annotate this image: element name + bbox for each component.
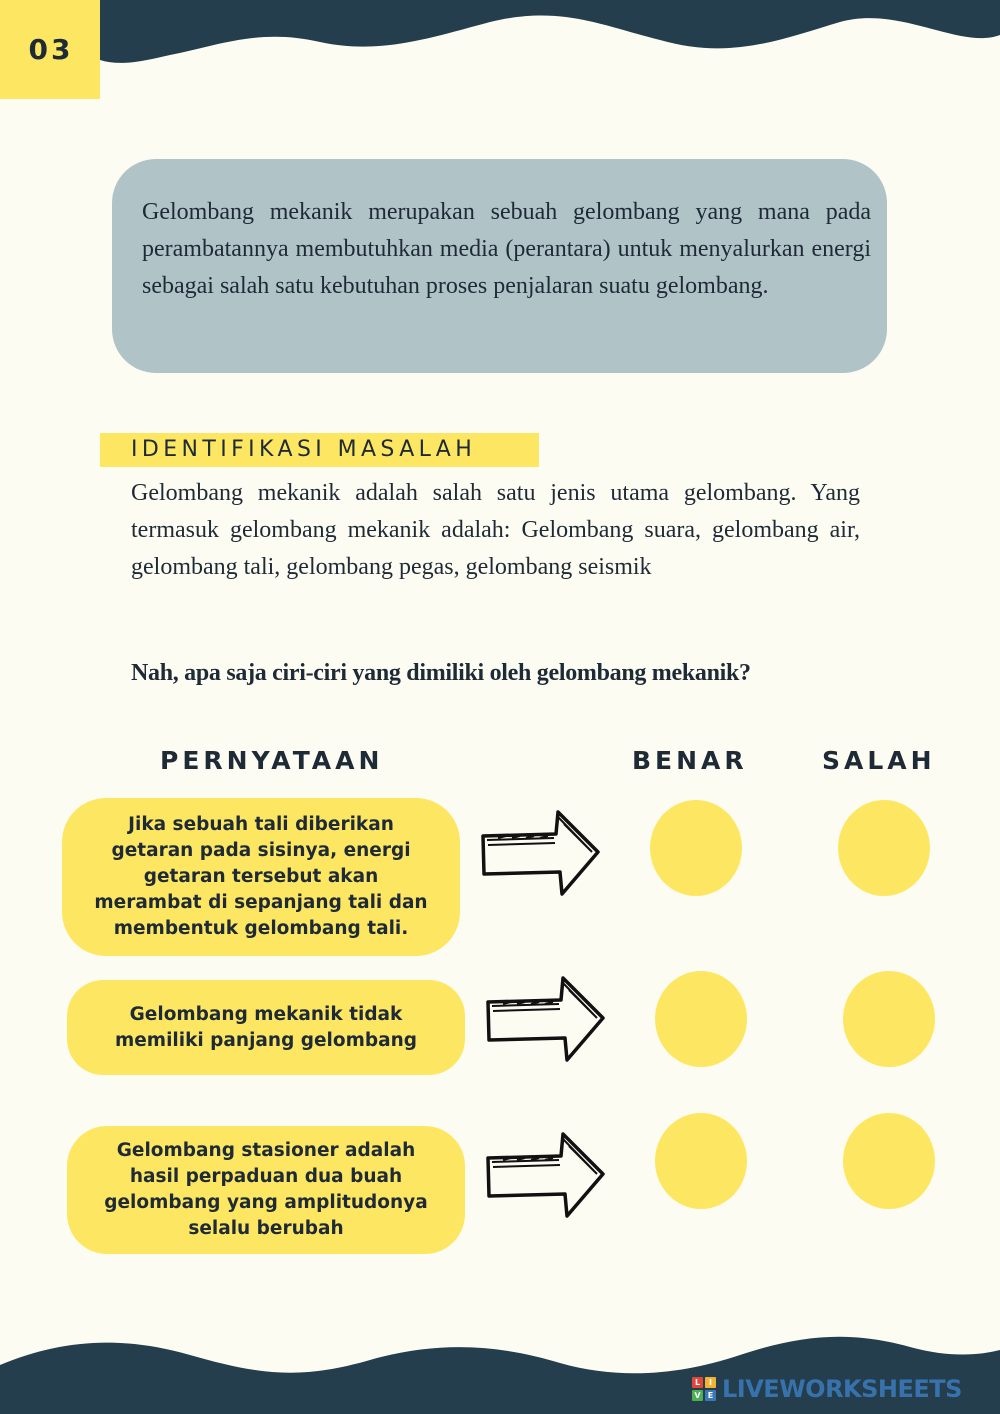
statement-card-1 [62, 798, 460, 956]
answer-false-2[interactable] [843, 971, 935, 1067]
top-wave-decoration [0, 0, 1000, 70]
brand-letter: I [705, 1377, 716, 1388]
answer-true-2[interactable] [655, 971, 747, 1067]
brand-letter: V [692, 1390, 703, 1401]
answer-true-1[interactable] [650, 800, 742, 896]
brand-letter: L [692, 1377, 703, 1388]
answer-false-1[interactable] [838, 800, 930, 896]
column-header-statement: PERNYATAAN [160, 746, 384, 775]
statement-text-2: Gelombang mekanik tidak memiliki panjang gelombang [114, 1003, 418, 1051]
liveworksheets-logo [692, 1374, 962, 1404]
question-text: Nah, apa saja ciri-ciri yang dimiliki oleh gelombang mekanik? [131, 660, 751, 686]
intro-card [112, 159, 887, 373]
liveworksheets-text: LIVEWORKSHEETS [722, 1375, 962, 1403]
column-header-false: SALAH [822, 746, 936, 775]
column-header-true: BENAR [632, 746, 748, 775]
answer-true-3[interactable] [655, 1113, 747, 1209]
arrow-right-icon [483, 1130, 609, 1220]
statement-card-3 [67, 1126, 465, 1254]
arrow-right-icon [483, 974, 609, 1064]
statement-card-2 [67, 980, 465, 1075]
problem-text: Gelombang mekanik adalah salah satu jenis utama gelombang. Yang termasuk gelombang mekanik adalah: Gelombang suara, gelombang air, gelombang tali, gelombang pegas, gelombang seismik [131, 480, 860, 580]
section-heading: IDENTIFIKASI MASALAH [100, 433, 539, 467]
statement-text-1: Jika sebuah tali diberikan getaran pada sisinya, energi getaran tersebut akan merambat di sepanjang tali dan membentuk gelombang tali. [94, 814, 428, 939]
statement-text-3: Gelombang stasioner adalah hasil perpaduan dua buah gelombang yang amplitudonya selalu berubah [104, 1140, 428, 1239]
page-number: 03 [0, 0, 100, 99]
arrow-right-icon [478, 808, 604, 898]
brand-letter: E [705, 1390, 716, 1401]
intro-text: Gelombang mekanik merupakan sebuah gelombang yang mana pada perambatannya membutuhkan media (perantara) untuk menyalurkan energi sebagai salah satu kebutuhan proses penjalaran suatu gelombang. [142, 199, 871, 299]
answer-false-3[interactable] [843, 1113, 935, 1209]
liveworksheets-mark-icon [692, 1377, 716, 1401]
